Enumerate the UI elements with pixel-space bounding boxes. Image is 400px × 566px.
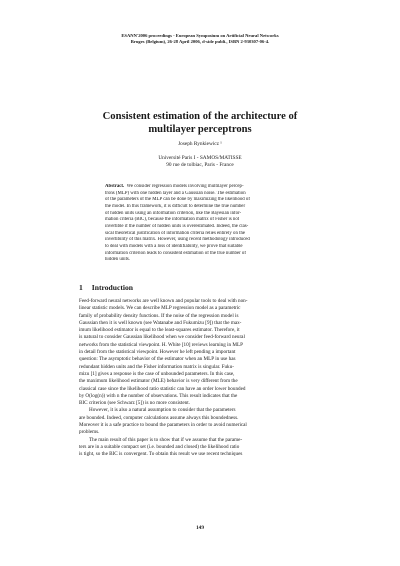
header-line-2: Bruges (Belgium), 26-28 April 2006, d-side publi., ISBN 2-930307-06-4. <box>130 39 270 45</box>
body-line: is tight, so the BIC is convergent. To obtain this result we use recent techniques <box>79 451 243 458</box>
abstract-label: Abstract. <box>105 184 125 189</box>
abstract-line: to deal with models with a loss of identifiability, we prove that suitable <box>105 243 243 249</box>
body-line: question: The asymptotic behavior of the estimator when an MLP in use has <box>79 356 236 363</box>
abstract-line <box>105 184 295 191</box>
body-line: mizu [1] gives a response is the case of unbounded parameters. In this case, <box>79 370 235 377</box>
body-line: Feed-forward neural networks are well known and popular tools to deal with non- <box>79 298 248 304</box>
body-text <box>79 298 321 459</box>
body-line: Moreover it is a safe practice to bound the parameters in order to avoid numerical <box>79 422 247 429</box>
abstract-line: mation criteria (BIC), because the information matrix of Fisher is not <box>105 217 240 223</box>
abstract-line: invertible if the number of hidden units is overestimated. Indeed, the clas- <box>105 223 249 229</box>
body-line: networks from the statistical viewpoint. H. White [10] reviews learning in MLP <box>79 341 243 348</box>
abstract-line: information criterion leads to consistent estimation of the true number of <box>105 250 246 256</box>
affiliation-line-2: 90 rue de tolbiac, Paris - France <box>166 162 234 168</box>
body-line: redundant hidden units and the Fisher information matrix is singular. Fuku- <box>79 363 234 370</box>
paper-title <box>70 111 330 136</box>
affiliation-line-1: Université Paris I - SAMOS/MATISSE <box>158 155 242 161</box>
body-line: are bounded. Indeed, computer calculations assume always this boundedness. <box>79 414 239 421</box>
body-line: However, it is also a natural assumption to consider that the parameters <box>89 407 236 414</box>
section-heading <box>79 283 133 292</box>
author-name-text: Joseph Rynkiewicz ¹ <box>178 141 222 147</box>
abstract-line: of the parameters of the MLP can be done by maximizing the likelihood of <box>105 197 250 203</box>
body-line: imum likelihood estimator is equal to the least-squares estimator. Therefore, it <box>79 327 240 334</box>
abstract-line: the model. In this framework, it is difficult to determine the true number <box>105 203 246 209</box>
body-line: family of probability density functions. If the noise of the regression model is <box>79 312 239 319</box>
author-affiliation <box>100 155 300 169</box>
title-line-2: multilayer perceptrons <box>148 123 252 135</box>
page-number: 149 <box>196 525 204 531</box>
body-line: by O(log(n)) with n the number of observations. This result indicates that the <box>79 392 238 399</box>
body-line: linear statistic models. We can describe MLP regression model as a parametric <box>79 305 241 312</box>
body-line: is natural to consider Gaussian likelihood when we consider feed-forward neural <box>79 334 245 341</box>
abstract-line-text: We consider regression models involving multilayer percep- <box>126 184 244 189</box>
abstract-line: hidden units. <box>105 257 131 263</box>
abstract-line: invertibility of this matrix. However, using recent methodology introduced <box>105 237 250 243</box>
body-line: in detail from the statistical viewpoint. However he left pending a important <box>79 349 236 356</box>
header-line-1: ESANN'2006 proceedings - European Symposium on Artificial Neural Networks <box>121 33 279 38</box>
body-line: Gaussian then it is well known (see Watanabe and Fukumizu [9]) that the max- <box>79 319 242 326</box>
body-line: ters are in a suitable compact set (i.e. bounded and closed) the likelihood ratio <box>79 443 240 450</box>
title-line-1: Consistent estimation of the architecture of <box>102 111 298 122</box>
section-title: Introduction <box>91 283 134 292</box>
body-line: classical case since the likelihood ratio statistic can have an order lower bounded <box>79 385 246 392</box>
abstract <box>105 184 295 264</box>
proceedings-header <box>70 33 330 46</box>
body-line: BIC criterion (see Schwarz [5]) is no more consistent. <box>79 400 190 407</box>
author-name <box>100 141 300 148</box>
body-line: the maximum likelihood estimator (MLE) behavior is very different from the <box>79 378 238 385</box>
abstract-line: trons (MLP) with one hidden layer and a Gaussian noise. The estimation <box>105 190 246 196</box>
section-number: 1 <box>79 283 83 292</box>
body-line: problems. <box>79 429 100 436</box>
body-line: The main result of this paper is to show that if we assume that the parame- <box>89 436 243 443</box>
abstract-line: of hidden units using an information criterion, like the Bayesian infor- <box>105 210 242 216</box>
abstract-line: sical theoretical justification of information criteria relies entirely on the <box>105 230 246 236</box>
